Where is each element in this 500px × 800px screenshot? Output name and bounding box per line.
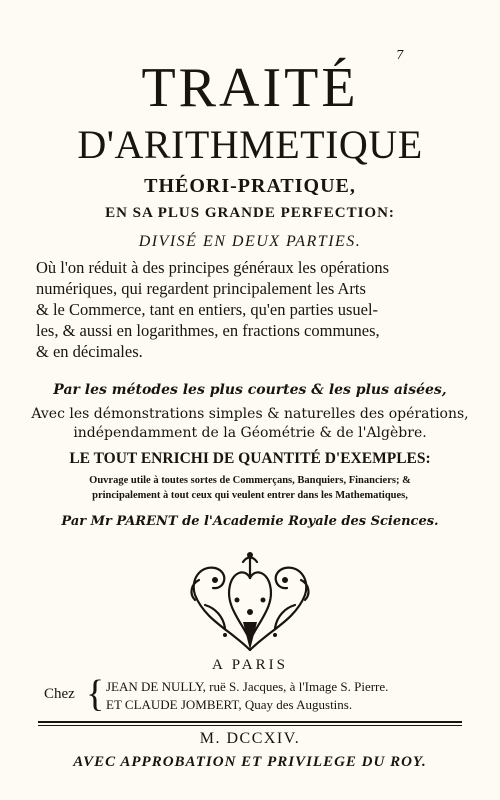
- fleuron-ornament-icon: [185, 550, 315, 655]
- book-title: TRAITÉ: [141, 57, 359, 119]
- description-line: & le Commerce, tant en entiers, qu'en parties usuel-: [36, 300, 379, 319]
- book-kind: THÉORI-PRATIQUE,: [144, 175, 356, 197]
- audience-line: Ouvrage utile à toutes sortes de Commerçans, Banquiers, Financiers; &: [89, 475, 411, 486]
- publisher-line-1: JEAN DE NULLY, ruë S. Jacques, à l'Image S. Pierre.: [106, 679, 389, 694]
- description-line: les, & aussi en logarithmes, en fractions communes,: [36, 321, 380, 340]
- author-line: Par Mr PARENT de l'Academie Royale des Sciences.: [61, 514, 439, 529]
- privilege-line: AVEC APPROBATION ET PRIVILEGE DU ROY.: [73, 754, 427, 770]
- year-line: M. DCCXIV.: [199, 730, 301, 747]
- chez-label: Chez: [44, 686, 75, 702]
- audience-line: principalement à tout ceux qui veulent entrer dans les Mathematiques,: [92, 490, 408, 501]
- enrichment-line: LE TOUT ENRICHI DE QUANTITÉ D'EXEMPLES:: [69, 450, 431, 467]
- brace-glyph: {: [86, 673, 105, 715]
- description-line: & en décimales.: [36, 342, 143, 361]
- demonstrations-line-1: Avec les démonstrations simples & naturelles des opérations,: [31, 406, 469, 422]
- description-line: numériques, qui regardent principalement les Arts: [36, 279, 366, 298]
- description-paragraph: [36, 257, 464, 362]
- demonstrations-line-2: indépendamment de la Géométrie & de l'Algèbre.: [73, 425, 427, 441]
- audience-paragraph: [40, 473, 460, 503]
- rule-divider: [38, 721, 462, 723]
- rule-divider: [38, 725, 462, 726]
- perfection-line: EN SA PLUS GRANDE PERFECTION:: [105, 205, 395, 221]
- page-mark: 7: [396, 48, 404, 62]
- division-line: DIVISÉ EN DEUX PARTIES.: [138, 233, 362, 250]
- book-subject: D'ARITHMETIQUE: [77, 122, 423, 167]
- description-line: Où l'on réduit à des principes généraux les opérations: [36, 258, 390, 277]
- city-line: A PARIS: [212, 657, 288, 673]
- methods-line: Par les métodes les plus courtes & les plus aisées,: [53, 382, 447, 398]
- publisher-line-2: ET CLAUDE JOMBERT, Quay des Augustins.: [106, 697, 353, 712]
